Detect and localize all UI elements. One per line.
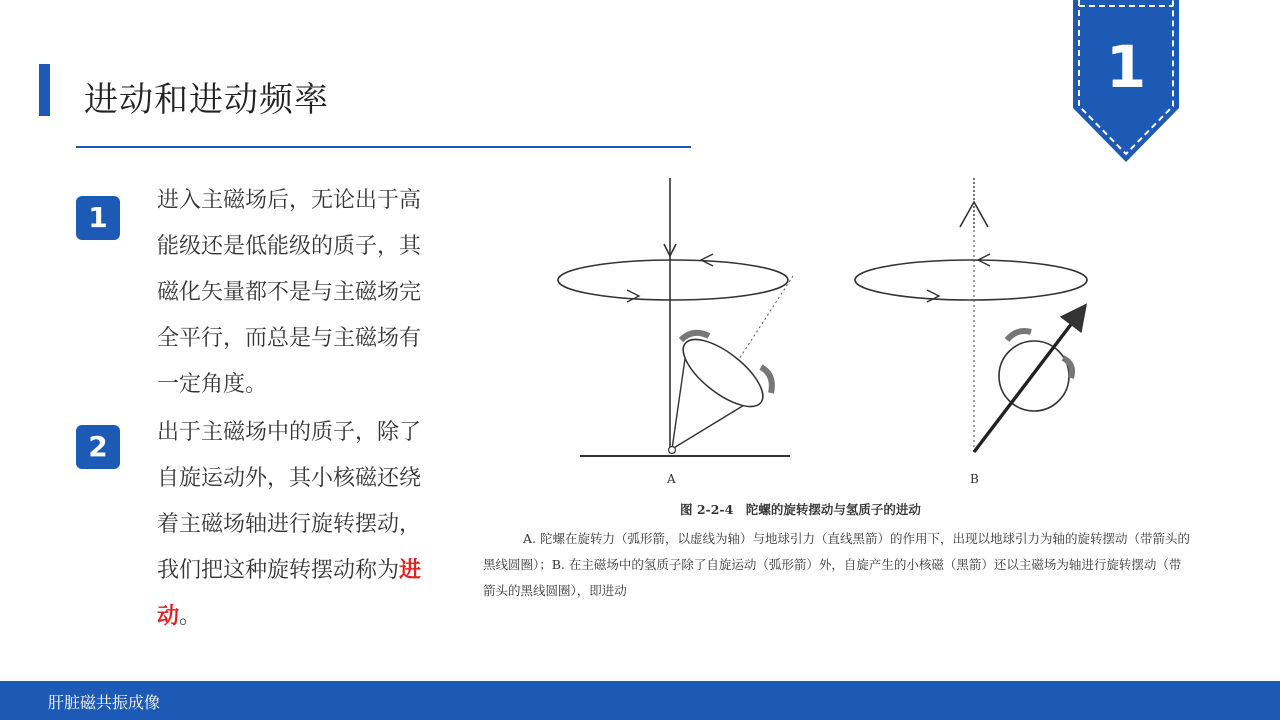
diagram-label-b: B [970,472,979,486]
footer-bar [0,681,1280,720]
title-accent-bar [39,64,50,116]
figure-caption-body [483,526,1193,604]
point-number-badge: 1 [76,196,120,240]
point-number-badge: 2 [76,425,120,469]
point-text: 进入主磁场后，无论出于高能级还是低能级的质子，其磁化矢量都不是与主磁场完全平行，而总是与主磁场有一定角度。 [157,188,422,397]
point-text-tail: 。 [179,604,202,629]
diagram-b-hydrogen-proton [855,178,1087,486]
point-text [157,410,427,640]
badge-number: 1 [1105,33,1147,101]
section-badge [1073,0,1179,162]
diagram-label-a: A [667,472,676,486]
diagram-a-spinning-top [558,178,793,486]
page-title: 进动和进动频率 [84,80,329,120]
figure-caption-title: 图 2-2-4 陀螺的旋转摆动与氢质子的进动 [680,502,921,517]
title-underline [76,146,691,148]
highlight-term: 进动 [157,558,422,629]
footer-text: 肝脏磁共振成像 [48,693,161,712]
figure-caption-text: A. 陀螺在旋转力（弧形箭，以虚线为轴）与地球引力（直线黑箭）的作用下，出现以地球引力为轴的旋转摆动（带箭头的黑线圆圈）；B. 在主磁场中的氢质子除了自旋运动（弧形箭）外，自旋产生的小核磁（黑箭）还以主磁场为轴进行旋转摆动（带箭头的黑线圆圈），即进动 [483,531,1190,598]
point-text-lead: 出于主磁场中的质子，除了自旋运动外，其小核磁还绕着主磁场轴进行旋转摆动，我们把这种旋转摆动称为 [157,420,422,583]
